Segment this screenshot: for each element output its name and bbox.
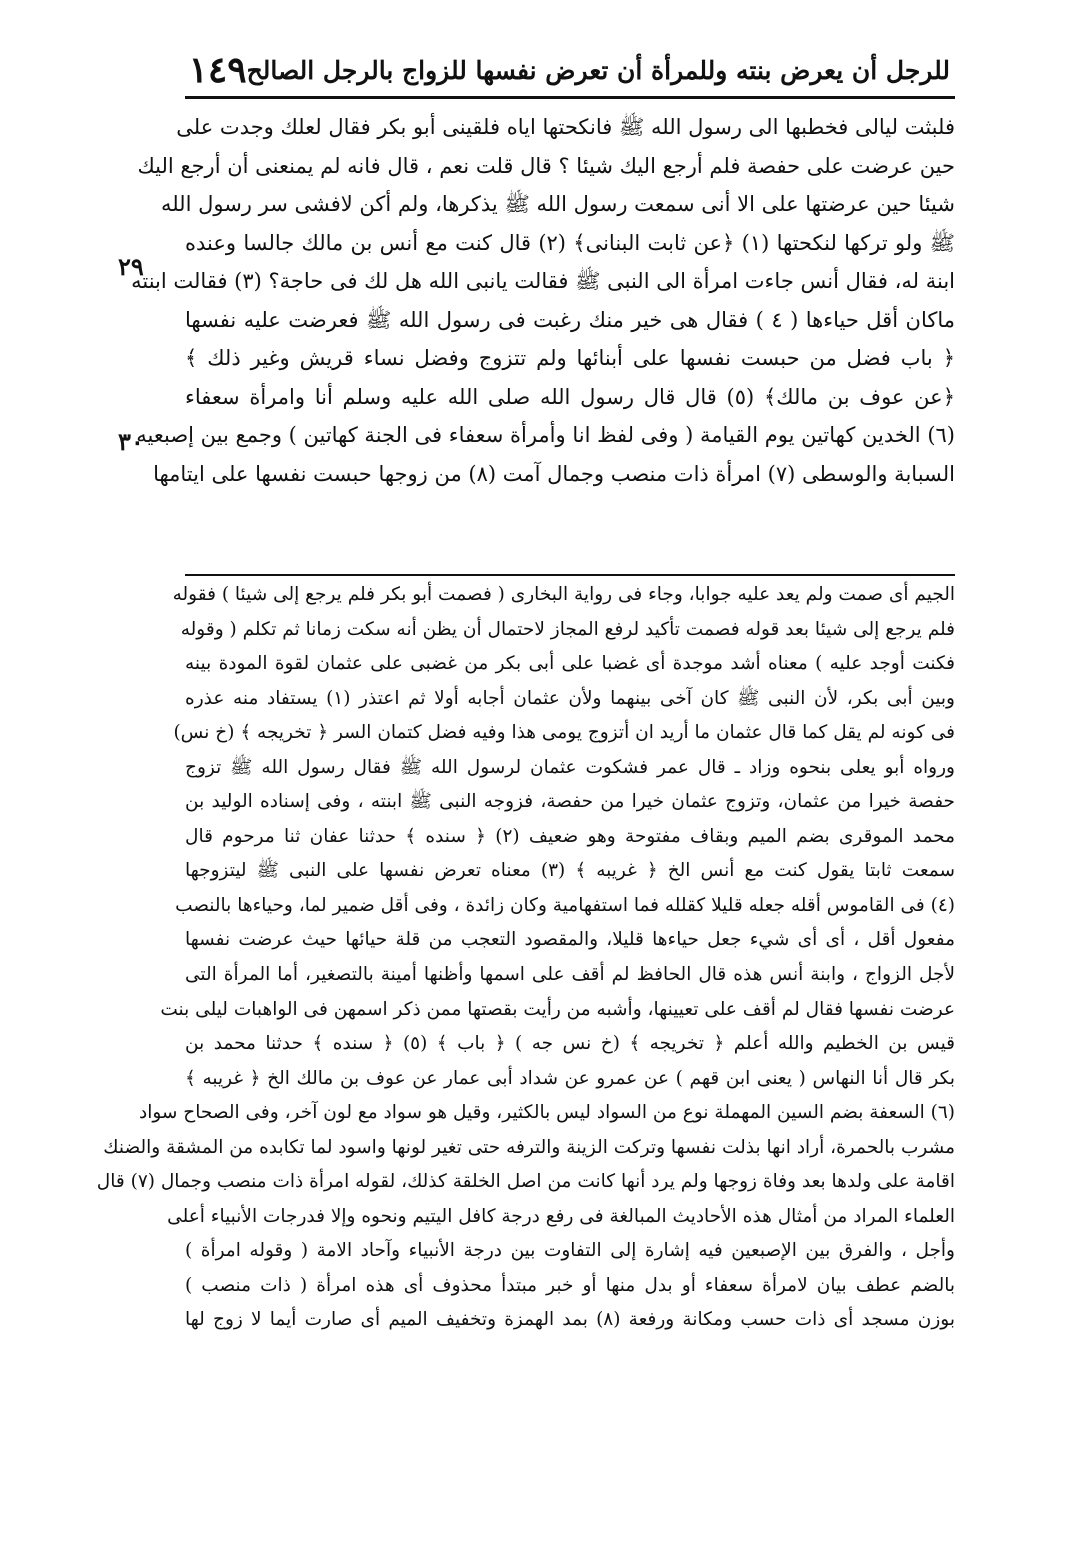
note-line: بالضم عطف بيان لامرأة سعفاء أو بدل منها أو خبر مبتدأ محذوف أى هذه امرأة ( ذات منصب ) [185,1274,955,1296]
text-line: حين عرضت على حفصة فلم أرجع اليك شيئا ؟ قال قلت نعم ، قال فانه لم يمنعنى أن أرجع اليك [137,153,955,178]
text-line: ﴿عن عوف بن مالك﴾ (٥) قال قال رسول الله صلى الله عليه وسلم أنا وامرأة سعفاء [185,384,955,409]
note-line: فكنت أوجد عليه ) معناه أشد موجدة أى غضبا على أبى بكر من غضبى على عثمان لقوة المودة بينه [185,653,955,675]
hadith-number-marker: ٢٩ [118,252,144,281]
text-line: ماكان أقل حياءها ( ٤ ) فقال هى خير منك رغبت فى رسول الله ﷺ فعرضت عليه نفسها [185,307,955,332]
note-line: بوزن مسجد أى ذات حسب ومكانة ورفعة (٨) بمد الهمزة وتخفيف الميم أى صارت أيما لا زوج لها [185,1309,956,1331]
note-line: فى كونه لم يقل كما قال عثمان ما أريد ان أتزوج يومى هذا وفيه فضل كتمان السر ﴿ تخريجه ﴾ (خ نس) [173,722,955,744]
note-line: مشرب بالحمرة، أراد انها بذلت نفسها وتركت الزينة والترفه حتى تغير لونها واسود لما تكابده من المشقة والضنك [103,1136,955,1158]
text-line: (٦) الخدين كهاتين يوم القيامة ( وفى لفظ انا وأمرأة سعفاء فى الجنة كهاتين ) وجمع بين إصبعيه [136,423,955,447]
note-line: سمعت ثابتا يقول كنت مع أنس الخ ﴿ غريبه ﴾ (٣) معناه تعرض نفسها على النبى ﷺ ليتزوجها [185,860,955,882]
note-line: ورواه أبو يعلى بنحوه وزاد ـ قال عمر فشكوت عثمان لرسول الله ﷺ فقال رسول الله ﷺ تزوج [185,756,955,778]
note-line: العلماء المراد من أمثال هذه الأحاديث المبالغة فى رفع درجة كافل اليتيم ونحوه وإلا فدرجات الأنبياء أعلى [167,1205,955,1227]
commentary-notes [96,578,956,1338]
header-rule [185,96,955,99]
text-line: السبابة والوسطى (٧) امرأة ذات منصب وجمال آمت (٨) من زوجها حبست نفسها على ايتامها [153,461,955,486]
text-line: شيئا حين عرضتها على الا أنى سمعت رسول الله ﷺ يذكرها، ولم أكن لافشى سر رسول الله [160,192,955,216]
hadith-number-marker: ٣٠ [118,427,144,456]
note-line: (٦) السعفة بضم السين المهملة نوع من السواد ليس بالكثير، وقيل هو سواد مع لون آخر، وفى الصحاح سواد [138,1102,955,1124]
note-line: لأجل الزواج ، وابنة أنس هذه قال الحافظ لم أقف على اسمها وأظنها أمينة بالتصغير، أما المرأة التى [185,964,955,986]
note-line: عرضت نفسها فقال لم أقف على تعيينها، وأشبه من رأيت بقصتها ممن ذكر اسمهن فى الواهبات ليلى بنت [160,998,955,1020]
note-line: اقامة على ولدها بعد وفاة زوجها ولم يرد أنها كانت من اصل الخلقة كذلك، لقوله امرأة ذات منصب وجمال (٧) قال [96,1171,955,1193]
note-line: قيس بن الخطيم والله أعلم ﴿ تخريجه ﴾ (خ نس جه ) ﴿ باب ﴾ (٥) ﴿ سنده ﴾ حدثنا محمد بن [185,1033,955,1055]
running-header [190,48,950,92]
note-line: (٤) فى القاموس أقله جعله قليلا كقلله فما استفهامية وكان زائدة ، وفى أقل ضمير لما، وحياءها بالنصب [175,894,955,916]
note-line: فلم يرجع إلى شيئا بعد قوله فصمت تأكيد لرفع المجاز لاحتمال أن يظن أنه سكت زمانا ثم تكلم ( وقوله [180,618,955,640]
text-line: فلبثت ليالى فخطبها الى رسول الله ﷺ فانكحتها اياه فلقينى أبو بكر فقال لعلك وجدت على [176,115,955,139]
note-line: حفصة خيرا من عثمان، وتزوج عثمان خيرا من حفصة، فزوجه النبى ﷺ ابنته ، وفى إسناده الوليد بن [185,791,955,813]
page-number: ١٤٩ [188,49,247,91]
footnote-rule [185,574,955,576]
text-line: ﷺ ولو تركها لنكحتها (١) ﴿عن ثابت البنانى﴾ (٢) قال كنت مع أنس بن مالك جالسا وعنده [185,230,955,255]
note-line: وبين أبى بكر، لأن النبى ﷺ كان آخى بينهما ولأن عثمان أجابه أولا ثم اعتذر (١) يستفاد منه عذره [185,687,955,709]
chapter-title: للرجل أن يعرض بنته وللمرأة أن تعرض نفسها للزواج بالرجل الصالح [246,55,950,85]
note-line: بكر قال أنا النهاس ( يعنى ابن قهم ) عن عمرو عن شداد أبى عمار عن عوف بن مالك الخ ﴿ غريبه ﴾ [185,1067,955,1089]
note-line: وأجل ، والفرق بين الإصبعين فيه إشارة إلى التفاوت بين درجة الأنبياء وآحاد الامة ( وقوله امرأة ) [185,1240,955,1262]
note-line: الجيم أى صمت ولم يعد عليه جوابا، وجاء فى رواية البخارى ( فصمت أبو بكر فلم يرجع إلى شيئا ) فقوله [172,584,955,605]
section-heading-line: ﴿ باب فضل من حبست نفسها على أبنائها ولم تتزوج وفضل نساء قريش وغير ذلك ﴾ [185,346,955,370]
note-line: مفعول أقل ، أى أى شيء جعل حياءها قليلا، والمقصود التعجب من قلة حيائها حيث عرضت نفسها [185,929,955,951]
note-line: محمد الموقرى بضم الميم وبقاف مفتوحة وهو ضعيف (٢) ﴿ سنده ﴾ حدثنا عفان ثنا مرحوم قال [185,825,955,847]
text-line: ابنة له، فقال أنس جاءت امرأة الى النبى ﷺ فقالت يانبى الله هل لك فى حاجة؟ (٣) فقالت ابنته [131,269,955,293]
